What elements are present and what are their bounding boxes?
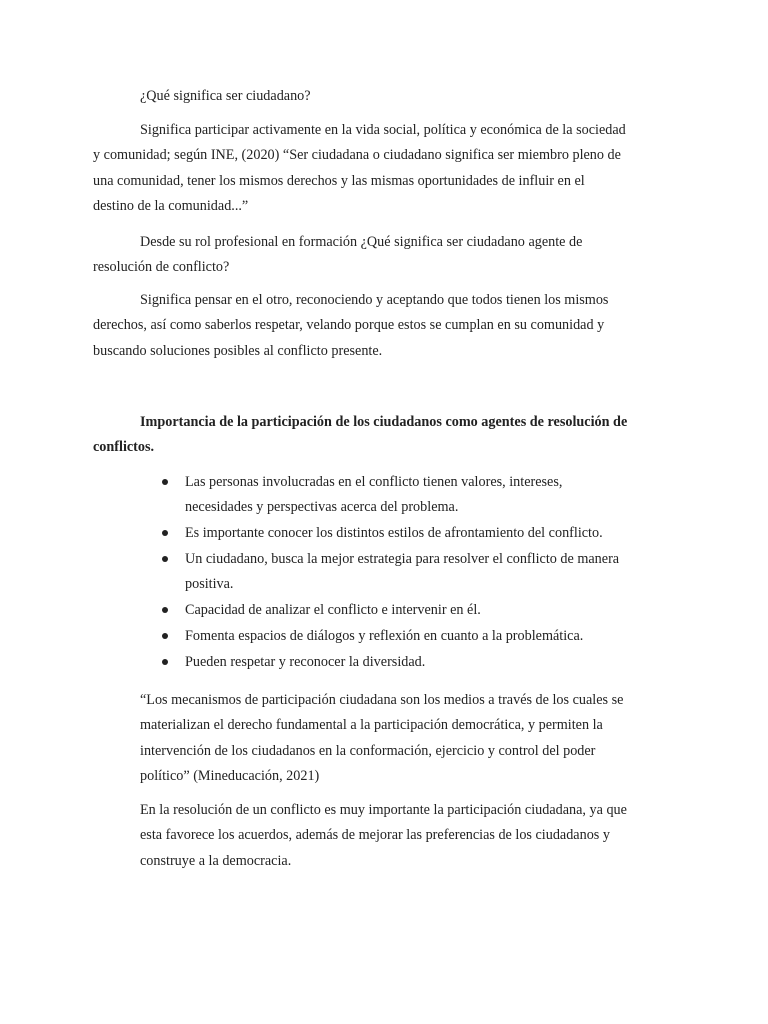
quote-line: intervención de los ciudadanos en la conformación, ejercicio y control del poder <box>140 742 596 759</box>
answer-1-line: y comunidad; según INE, (2020) “Ser ciudadana o ciudadano significa ser miembro pleno de <box>93 147 621 164</box>
list-item-line: Es importante conocer los distintos estilos de afrontamiento del conflicto. <box>185 525 603 542</box>
question-1: ¿Qué significa ser ciudadano? <box>140 88 311 104</box>
conclusion-line: esta favorece los acuerdos, además de mejorar las preferencias de los ciudadanos y <box>140 827 610 844</box>
list-item-line: positiva. <box>185 576 234 593</box>
question-2-line: Desde su rol profesional en formación ¿Qué significa ser ciudadano agente de <box>140 234 583 250</box>
list-item <box>160 470 619 521</box>
answer-2-line: derechos, así como saberlos respetar, velando porque estos se cumplan en su comunidad y <box>93 317 605 334</box>
bullet-icon <box>162 633 168 639</box>
section-heading-line: conflictos. <box>93 439 155 456</box>
section-heading-line: Importancia de la participación de los ciudadanos como agentes de resolución de <box>140 414 628 430</box>
list-item-line: Las personas involucradas en el conflicto tienen valores, intereses, <box>185 474 563 490</box>
list-item <box>160 521 619 546</box>
bullet-icon <box>162 556 168 562</box>
list-item-line: Capacidad de analizar el conflicto e intervenir en él. <box>185 602 481 619</box>
bullet-list <box>160 470 619 676</box>
section-heading <box>93 410 627 461</box>
conclusion-line: construye a la democracia. <box>140 852 292 869</box>
quote-line: “Los mecanismos de participación ciudadana son los medios a través de los cuales se <box>140 692 624 708</box>
answer-1-line: una comunidad, tener los mismos derechos y las mismas oportunidades de influir en el <box>93 172 585 189</box>
conclusion-line: En la resolución de un conflicto es muy importante la participación ciudadana, ya que <box>140 802 627 818</box>
list-item-line: Fomenta espacios de diálogos y reflexión en cuanto a la problemática. <box>185 628 584 645</box>
quote-line: materializan el derecho fundamental a la participación democrática, y permiten la <box>140 717 603 734</box>
list-item <box>160 624 619 649</box>
bullet-icon <box>162 659 168 665</box>
bullet-icon <box>162 479 168 485</box>
question-2 <box>93 230 582 281</box>
list-item <box>160 650 619 675</box>
answer-1 <box>93 118 683 219</box>
list-item-line: necesidades y perspectivas acerca del problema. <box>185 499 459 516</box>
list-item-line: Pueden respetar y reconocer la diversidad. <box>185 654 426 671</box>
list-item-line: Un ciudadano, busca la mejor estrategia para resolver el conflicto de manera <box>185 551 620 568</box>
question-2-line: resolución de conflicto? <box>93 259 230 276</box>
quote-line: político” (Mineducación, 2021) <box>140 767 320 784</box>
answer-2-line: Significa pensar en el otro, reconociendo y aceptando que todos tienen los mismos <box>140 292 609 308</box>
answer-2-line: buscando soluciones posibles al conflicto presente. <box>93 342 383 359</box>
list-item <box>160 598 619 623</box>
answer-2 <box>93 288 608 364</box>
quote-paragraph <box>140 688 623 789</box>
bullet-icon <box>162 607 168 613</box>
answer-1-line: destino de la comunidad...” <box>93 197 249 214</box>
conclusion-paragraph <box>140 798 627 874</box>
list-item <box>160 547 619 598</box>
answer-1-line: Significa participar activamente en la vida social, política y económica de la sociedad <box>140 122 626 138</box>
bullet-icon <box>162 530 168 536</box>
